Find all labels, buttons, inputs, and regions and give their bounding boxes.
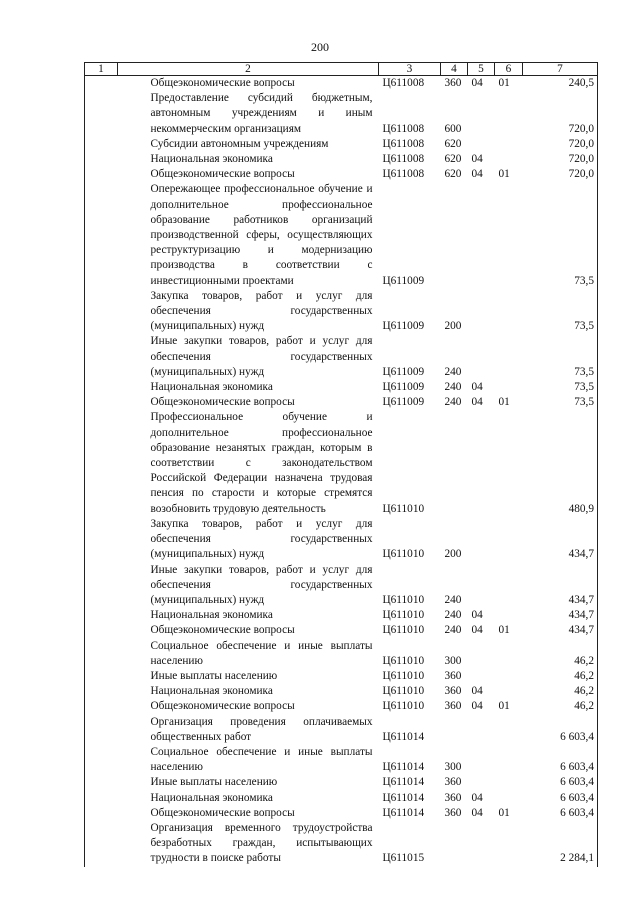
table-row bbox=[85, 715, 598, 745]
table-row bbox=[85, 289, 598, 335]
section-cell bbox=[468, 517, 495, 563]
row-number-cell bbox=[85, 684, 118, 699]
target-code-cell: Ц611009 bbox=[382, 396, 425, 409]
table-row bbox=[85, 76, 598, 92]
amount-cell: 434,7 bbox=[523, 623, 598, 638]
row-number-cell bbox=[85, 182, 118, 288]
target-code-cell: Ц611014 bbox=[382, 761, 425, 774]
expense-type-cell bbox=[441, 182, 468, 288]
table-body bbox=[85, 76, 598, 867]
row-number-cell bbox=[85, 334, 118, 380]
target-code-cell: Ц611009 bbox=[382, 365, 425, 378]
target-code-cell: Ц611010 bbox=[382, 502, 425, 515]
row-number-cell bbox=[85, 91, 118, 137]
table-row bbox=[85, 623, 598, 638]
row-number-cell bbox=[85, 639, 118, 669]
amount-cell: 46,2 bbox=[523, 669, 598, 684]
section-cell: 04 bbox=[471, 700, 483, 713]
subsection-cell bbox=[495, 91, 523, 137]
row-number-cell bbox=[85, 76, 118, 92]
column-header-5: 5 bbox=[468, 63, 495, 76]
subsection-cell: 01 bbox=[498, 396, 510, 409]
row-number-cell bbox=[85, 791, 118, 806]
item-name-cell: Организация временного трудоустройства безработных граждан, испытывающих трудности в поиске работы bbox=[150, 821, 373, 865]
row-number-cell bbox=[85, 289, 118, 335]
item-name-cell: Иные закупки товаров, работ и услуг для обеспечения государственных (муниципальных) нужд bbox=[150, 563, 373, 606]
subsection-cell bbox=[495, 791, 523, 806]
expense-type-cell: 620 bbox=[444, 137, 462, 150]
section-cell: 04 bbox=[471, 381, 483, 394]
row-number-cell bbox=[85, 137, 118, 152]
table-row bbox=[85, 563, 598, 609]
subsection-cell bbox=[495, 410, 523, 516]
subsection-cell: 01 bbox=[498, 700, 510, 713]
row-number-cell bbox=[85, 821, 118, 867]
amount-cell: 73,5 bbox=[523, 380, 598, 395]
expense-type-cell: 240 bbox=[444, 624, 462, 637]
row-number-cell bbox=[85, 669, 118, 684]
section-cell bbox=[468, 821, 495, 867]
item-name-cell: Опережающее профессиональное обучение и дополнительное профессиональное образование работников организаций производственной сферы, осуществляющих реструктуризацию и модернизацию производства в соответствии с инвестиционными проектами bbox=[150, 183, 373, 287]
table-row bbox=[85, 791, 598, 806]
section-cell: 04 bbox=[471, 685, 483, 698]
item-name-cell: Общеэкономические вопросы bbox=[150, 396, 295, 409]
target-code-cell: Ц611014 bbox=[382, 730, 425, 743]
item-name-cell: Национальная экономика bbox=[150, 381, 273, 394]
subsection-cell bbox=[495, 380, 523, 395]
item-name-cell: Организация проведения оплачиваемых общественных работ bbox=[150, 715, 373, 743]
target-code-cell: Ц611010 bbox=[382, 700, 425, 713]
column-header-7: 7 bbox=[523, 63, 598, 76]
table-row bbox=[85, 517, 598, 563]
target-code-cell: Ц611008 bbox=[382, 168, 425, 181]
table-row bbox=[85, 608, 598, 623]
section-cell: 04 bbox=[471, 806, 483, 819]
subsection-cell: 01 bbox=[498, 624, 510, 637]
row-number-cell bbox=[85, 715, 118, 745]
target-code-cell: Ц611008 bbox=[382, 137, 425, 150]
row-number-cell bbox=[85, 395, 118, 410]
expense-type-cell: 360 bbox=[444, 776, 462, 789]
row-number-cell bbox=[85, 380, 118, 395]
item-name-cell: Национальная экономика bbox=[150, 791, 273, 804]
subsection-cell bbox=[495, 775, 523, 790]
subsection-cell bbox=[495, 639, 523, 669]
row-number-cell bbox=[85, 608, 118, 623]
row-number-cell bbox=[85, 806, 118, 821]
section-cell bbox=[468, 334, 495, 380]
item-name-cell: Закупка товаров, работ и услуг для обеспечения государственных (муниципальных) нужд bbox=[150, 517, 373, 561]
row-number-cell bbox=[85, 410, 118, 516]
item-name-cell: Общеэкономические вопросы bbox=[150, 168, 295, 181]
expense-type-cell: 240 bbox=[444, 381, 462, 394]
section-cell bbox=[468, 91, 495, 137]
target-code-cell: Ц611014 bbox=[382, 776, 425, 789]
subsection-cell: 01 bbox=[498, 77, 510, 89]
amount-cell: 46,2 bbox=[523, 699, 598, 714]
subsection-cell bbox=[495, 563, 523, 609]
expense-type-cell bbox=[441, 821, 468, 867]
subsection-cell: 01 bbox=[498, 168, 510, 181]
section-cell: 04 bbox=[471, 153, 483, 166]
item-name-cell: Национальная экономика bbox=[150, 153, 273, 166]
row-number-cell bbox=[85, 699, 118, 714]
section-cell bbox=[468, 410, 495, 516]
row-number-cell bbox=[85, 745, 118, 775]
table-row bbox=[85, 334, 598, 380]
budget-table bbox=[84, 62, 598, 867]
target-code-cell: Ц611008 bbox=[382, 77, 425, 89]
expense-type-cell: 600 bbox=[444, 122, 462, 135]
expense-type-cell: 360 bbox=[444, 77, 462, 89]
subsection-cell bbox=[495, 289, 523, 335]
section-cell: 04 bbox=[471, 396, 483, 409]
target-code-cell: Ц611008 bbox=[382, 122, 425, 135]
subsection-cell bbox=[495, 608, 523, 623]
section-cell bbox=[468, 775, 495, 790]
target-code-cell: Ц611010 bbox=[382, 624, 425, 637]
table-row bbox=[85, 395, 598, 410]
expense-type-cell: 360 bbox=[444, 700, 462, 713]
item-name-cell: Иные закупки товаров, работ и услуг для обеспечения государственных (муниципальных) нужд bbox=[150, 335, 373, 378]
column-header-3: 3 bbox=[379, 63, 441, 76]
subsection-cell bbox=[495, 821, 523, 867]
item-name-cell: Общеэкономические вопросы bbox=[150, 624, 295, 637]
table-row bbox=[85, 639, 598, 669]
table-row bbox=[85, 684, 598, 699]
row-number-cell bbox=[85, 563, 118, 609]
target-code-cell: Ц611009 bbox=[382, 381, 425, 394]
amount-cell: 73,5 bbox=[523, 289, 598, 335]
amount-cell: 240,5 bbox=[523, 76, 598, 92]
section-cell bbox=[468, 289, 495, 335]
table-row bbox=[85, 745, 598, 775]
column-header-1: 1 bbox=[85, 63, 118, 76]
target-code-cell: Ц611010 bbox=[382, 548, 425, 561]
table-row bbox=[85, 410, 598, 516]
item-name-cell: Профессиональное обучение и дополнительное профессиональное образование незанятых граждан, которым в соответствии с законодательством Российской Федерации назначена трудовая пенсия по старости и которые стремятся возобновить трудовую деятельность bbox=[150, 411, 373, 515]
expense-type-cell: 360 bbox=[444, 806, 462, 819]
expense-type-cell: 360 bbox=[444, 669, 462, 682]
section-cell: 04 bbox=[471, 624, 483, 637]
section-cell: 04 bbox=[471, 77, 483, 89]
expense-type-cell: 620 bbox=[444, 153, 462, 166]
row-number-cell bbox=[85, 152, 118, 167]
subsection-cell bbox=[495, 334, 523, 380]
section-cell: 04 bbox=[471, 791, 483, 804]
amount-cell: 73,5 bbox=[523, 182, 598, 288]
table-row bbox=[85, 669, 598, 684]
expense-type-cell bbox=[441, 715, 468, 745]
amount-cell: 720,0 bbox=[523, 167, 598, 182]
amount-cell: 6 603,4 bbox=[523, 745, 598, 775]
table-row bbox=[85, 775, 598, 790]
amount-cell: 46,2 bbox=[523, 639, 598, 669]
subsection-cell: 01 bbox=[498, 806, 510, 819]
section-cell bbox=[468, 745, 495, 775]
table-row bbox=[85, 167, 598, 182]
column-header-6: 6 bbox=[495, 63, 523, 76]
expense-type-cell bbox=[441, 410, 468, 516]
column-header-4: 4 bbox=[441, 63, 468, 76]
expense-type-cell: 360 bbox=[444, 791, 462, 804]
expense-type-cell: 200 bbox=[444, 320, 462, 333]
amount-cell: 6 603,4 bbox=[523, 806, 598, 821]
target-code-cell: Ц611014 bbox=[382, 791, 425, 804]
amount-cell: 6 603,4 bbox=[523, 715, 598, 745]
item-name-cell: Предоставление субсидий бюджетным, автономным учреждениям и иным некоммерческим организациям bbox=[150, 92, 373, 135]
amount-cell: 434,7 bbox=[523, 563, 598, 609]
section-cell: 04 bbox=[471, 609, 483, 622]
expense-type-cell: 240 bbox=[444, 593, 462, 606]
row-number-cell bbox=[85, 517, 118, 563]
subsection-cell bbox=[495, 715, 523, 745]
table-row bbox=[85, 821, 598, 867]
subsection-cell bbox=[495, 684, 523, 699]
target-code-cell: Ц611014 bbox=[382, 806, 425, 819]
amount-cell: 434,7 bbox=[523, 608, 598, 623]
amount-cell: 720,0 bbox=[523, 152, 598, 167]
section-cell: 04 bbox=[471, 168, 483, 181]
amount-cell: 434,7 bbox=[523, 517, 598, 563]
section-cell bbox=[468, 182, 495, 288]
target-code-cell: Ц611010 bbox=[382, 654, 425, 667]
expense-type-cell: 300 bbox=[444, 761, 462, 774]
target-code-cell: Ц611010 bbox=[382, 609, 425, 622]
expense-type-cell: 620 bbox=[444, 168, 462, 181]
item-name-cell: Иные выплаты населению bbox=[150, 669, 278, 682]
row-number-cell bbox=[85, 623, 118, 638]
item-name-cell: Общеэкономические вопросы bbox=[150, 77, 295, 89]
item-name-cell: Социальное обеспечение и иные выплаты населению bbox=[150, 745, 373, 774]
section-cell bbox=[468, 137, 495, 152]
item-name-cell: Иные выплаты населению bbox=[150, 776, 278, 789]
target-code-cell: Ц611010 bbox=[382, 593, 425, 606]
amount-cell: 73,5 bbox=[523, 395, 598, 410]
item-name-cell: Субсидии автономным учреждениям bbox=[150, 137, 329, 150]
subsection-cell bbox=[495, 137, 523, 152]
target-code-cell: Ц611010 bbox=[382, 669, 425, 682]
table-row bbox=[85, 137, 598, 152]
item-name-cell: Общеэкономические вопросы bbox=[150, 806, 295, 819]
target-code-cell: Ц611008 bbox=[382, 153, 425, 166]
table-row bbox=[85, 91, 598, 137]
amount-cell: 720,0 bbox=[523, 137, 598, 152]
target-code-cell: Ц611015 bbox=[382, 852, 425, 865]
expense-type-cell: 240 bbox=[444, 609, 462, 622]
section-cell bbox=[468, 639, 495, 669]
section-cell bbox=[468, 669, 495, 684]
section-cell bbox=[468, 715, 495, 745]
amount-cell: 2 284,1 bbox=[523, 821, 598, 867]
subsection-cell bbox=[495, 745, 523, 775]
expense-type-cell: 300 bbox=[444, 654, 462, 667]
row-number-cell bbox=[85, 167, 118, 182]
subsection-cell bbox=[495, 152, 523, 167]
amount-cell: 720,0 bbox=[523, 91, 598, 137]
amount-cell: 6 603,4 bbox=[523, 791, 598, 806]
table-row bbox=[85, 699, 598, 714]
table-row bbox=[85, 380, 598, 395]
target-code-cell: Ц611009 bbox=[382, 274, 425, 287]
expense-type-cell: 360 bbox=[444, 685, 462, 698]
item-name-cell: Закупка товаров, работ и услуг для обеспечения государственных (муниципальных) нужд bbox=[150, 289, 373, 333]
item-name-cell: Социальное обеспечение и иные выплаты населению bbox=[150, 639, 373, 667]
amount-cell: 6 603,4 bbox=[523, 775, 598, 790]
item-name-cell: Национальная экономика bbox=[150, 685, 273, 698]
subsection-cell bbox=[495, 517, 523, 563]
column-header-2: 2 bbox=[118, 63, 379, 76]
expense-type-cell: 200 bbox=[444, 548, 462, 561]
row-number-cell bbox=[85, 775, 118, 790]
target-code-cell: Ц611009 bbox=[382, 320, 425, 333]
table-row bbox=[85, 152, 598, 167]
target-code-cell: Ц611010 bbox=[382, 685, 425, 698]
item-name-cell: Общеэкономические вопросы bbox=[150, 700, 295, 713]
column-header-row bbox=[85, 63, 598, 76]
expense-type-cell: 240 bbox=[444, 396, 462, 409]
subsection-cell bbox=[495, 669, 523, 684]
table-row bbox=[85, 182, 598, 288]
section-cell bbox=[468, 563, 495, 609]
amount-cell: 46,2 bbox=[523, 684, 598, 699]
page-number: 200 bbox=[311, 40, 329, 54]
item-name-cell: Национальная экономика bbox=[150, 609, 273, 622]
table-row bbox=[85, 806, 598, 821]
subsection-cell bbox=[495, 182, 523, 288]
amount-cell: 480,9 bbox=[523, 410, 598, 516]
expense-type-cell: 240 bbox=[444, 365, 462, 378]
amount-cell: 73,5 bbox=[523, 334, 598, 380]
